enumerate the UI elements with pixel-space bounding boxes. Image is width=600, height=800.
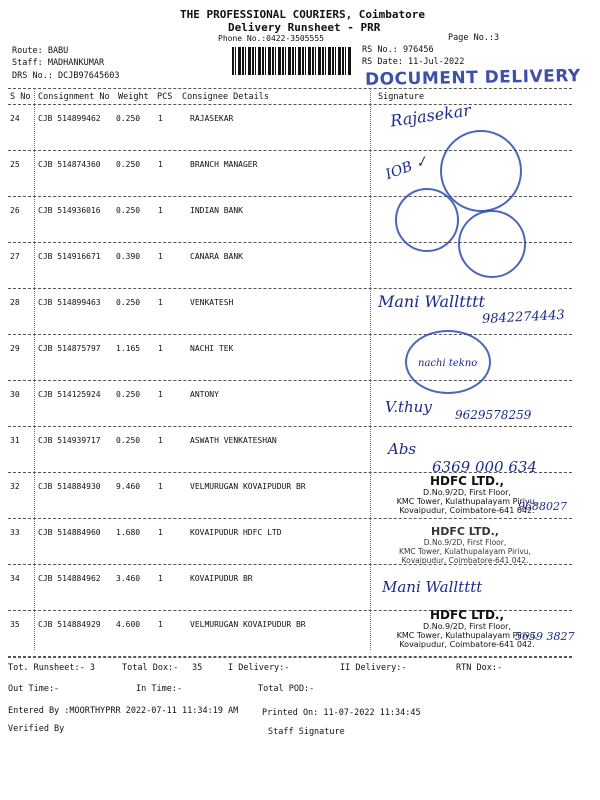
entered-by: Entered By :MOORTHYPRR 2022-07-11 11:34:19 AM [8,706,239,716]
row-consignment: CJB 514936016 [38,206,101,215]
col-consignment: Consignment No [38,92,110,102]
row-consignee: VELMURUGAN KOVAIPUDUR BR [190,482,306,491]
row-consignment: CJB 514899463 [38,298,101,307]
rs-number: RS No.: 976456 [362,45,434,55]
rs-date: RS Date: 11-Jul-2022 [362,57,465,67]
row-sno: 32 [10,482,20,491]
page-number: Page No.:3 [448,33,500,43]
row-consignee: ASWATH VENKATESHAN [190,436,277,445]
row-weight: 1.165 [116,344,141,353]
row-consignment: CJB 514125924 [38,390,101,399]
drs-number: DRS No.: DCJB97645603 [12,71,120,81]
sheet-title: Delivery Runsheet - PRR [228,21,381,34]
out-time: Out Time:- [8,684,60,694]
row-consignment: CJB 514884929 [38,620,101,629]
row-weight: 0.250 [116,160,141,169]
hdfc-stamp-line1: D.No.9/2D, First Floor, [423,622,511,631]
header-top-rule [8,88,572,89]
signature-aswath: Abs [388,440,417,458]
signature-antony: V.thuy [385,398,432,416]
hdfc-stamp-line2: KMC Tower, Kulathupalayam Pirivu, [396,497,538,506]
phone-number: Phone No.:0422-3505555 [218,34,324,43]
verified-by: Verified By [8,724,65,734]
canara-bank-seal-stamp [458,210,526,278]
row-pcs: 1 [158,298,163,307]
signature-kovaipudur: Mani Walltttt [382,578,483,596]
row-sno: 28 [10,298,20,307]
hdfc-stamp-name: HDFC LTD., [431,525,499,538]
row-sno: 26 [10,206,20,215]
col-consignee: Consignee Details [182,92,269,102]
row-separator [8,426,572,427]
row-sno: 27 [10,252,20,261]
row-consignment: CJB 514884960 [38,528,101,537]
row-sno: 29 [10,344,20,353]
indian-bank-seal-stamp [395,188,459,252]
row-weight: 0.250 [116,114,141,123]
hdfc-stamp-name: HDFC LTD., [429,474,505,488]
col-weight: Weight [118,92,149,102]
footer-rule [8,657,572,658]
route: Route: BABU [12,46,69,56]
row-separator [8,380,572,381]
i-delivery: I Delivery:- [228,663,290,673]
row-pcs: 1 [158,390,163,399]
row-consignment: CJB 514899462 [38,114,101,123]
total-runsheet: Tot. Runsheet:- 3 [8,663,95,673]
row-sno: 31 [10,436,20,445]
row-weight: 1.680 [116,528,141,537]
row-pcs: 1 [158,114,163,123]
staff-signature: Staff Signature [268,727,345,737]
printed-on: Printed On: 11-07-2022 11:34:45 [262,708,421,718]
row-consignee: NACHI TEK [190,344,234,353]
row-pcs: 1 [158,252,163,261]
in-time: In Time:- [136,684,183,694]
row-consignment: CJB 514916671 [38,252,101,261]
barcode [232,47,352,75]
hdfc-stamp-line1: D.No.9/2D, First Floor, [423,488,511,497]
row-pcs: 1 [158,528,163,537]
row-weight: 0.250 [116,436,141,445]
col-pcs: PCS [157,92,173,102]
row-sno: 35 [10,620,20,629]
row-consignee: RAJASEKAR [190,114,234,123]
row-consignee: INDIAN BANK [190,206,243,215]
rtn-dox: RTN Dox:- [456,663,503,673]
nachi-stamp-text: nachi tekno [418,358,478,369]
hdfc-stamp-name: HDFC LTD., [429,608,505,622]
row-pcs: 1 [158,344,163,353]
row-weight: 4.600 [116,620,141,629]
handwritten-phone: 6369 000 634 [432,458,537,476]
row-weight: 0.250 [116,298,141,307]
row-separator [8,288,572,289]
hdfc-stamp-line3: Kovaipudur, Coimbatore-641 042. [399,506,535,515]
row-consignee: CANARA BANK [190,252,243,261]
column-divider [370,88,371,650]
row-pcs: 1 [158,574,163,583]
row-consignee: VELMURUGAN KOVAIPUDUR BR [190,620,306,629]
row-consignment: CJB 514884930 [38,482,101,491]
handwritten-phone: 9842274443 [481,307,566,328]
handwritten-phone: 9629578259 [455,408,532,422]
row-pcs: 1 [158,206,163,215]
row-consignment: CJB 514939717 [38,436,101,445]
row-consignee: VENKATESH [190,298,234,307]
total-pod: Total POD:- [258,684,315,694]
row-consignee: KOVAIPUDUR HDFC LTD [190,528,282,537]
row-pcs: 1 [158,160,163,169]
total-dox-label: Total Dox:- [122,663,179,673]
row-consignment: CJB 514875797 [38,344,101,353]
signature-branch-manager: IOB ✓ [383,153,430,183]
hdfc-stamp-line1: D.No.9/2D, First Floor, [423,538,507,547]
hdfc-stamp-line2: KMC Tower, Kulathupalayam Pirivu, [396,631,538,640]
column-divider [34,88,35,650]
ii-delivery: II Delivery:- [340,663,407,673]
row-weight: 0.250 [116,390,141,399]
row-pcs: 1 [158,482,163,491]
row-weight: 9.460 [116,482,141,491]
signature-venkatesh: Mani Walltttt [378,292,485,311]
handwritten-phone: 9688027 [518,500,567,513]
col-sno: S No [10,92,31,102]
row-pcs: 1 [158,436,163,445]
company-title: THE PROFESSIONAL COURIERS, Coimbatore [180,8,426,21]
row-sno: 33 [10,528,20,537]
row-consignee: ANTONY [190,390,219,399]
row-consignment: CJB 514874360 [38,160,101,169]
hdfc-stamp-2 [370,525,560,565]
handwritten-phone: 5659 3827 [515,630,575,643]
col-signature: Signature [378,92,425,102]
row-separator [8,334,572,335]
staff: Staff: MADHANKUMAR [12,58,105,68]
row-consignee: BRANCH MANAGER [190,160,258,169]
row-pcs: 1 [158,620,163,629]
hdfc-stamp-line2: KMC Tower, Kulathupalayam Pirivu, [399,547,531,556]
row-separator [8,518,572,519]
hdfc-stamp-line3: Kovaipudur, Coimbatore-641 042. [401,556,529,565]
hdfc-stamp-line3: Kovaipudur, Coimbatore-641 042. [399,640,535,649]
row-sno: 25 [10,160,20,169]
row-weight: 0.390 [116,252,141,261]
total-dox-value: 35 [192,663,203,673]
signature-rajasekar: Rajasekar [389,100,472,131]
row-weight: 3.460 [116,574,141,583]
row-sno: 30 [10,390,20,399]
document-delivery-stamp: DOCUMENT DELIVERY [364,66,581,90]
row-sno: 24 [10,114,20,123]
row-weight: 0.250 [116,206,141,215]
header-bottom-rule [8,104,572,105]
row-sno: 34 [10,574,20,583]
row-consignment: CJB 514884962 [38,574,101,583]
row-consignee: KOVAIPUDUR BR [190,574,253,583]
